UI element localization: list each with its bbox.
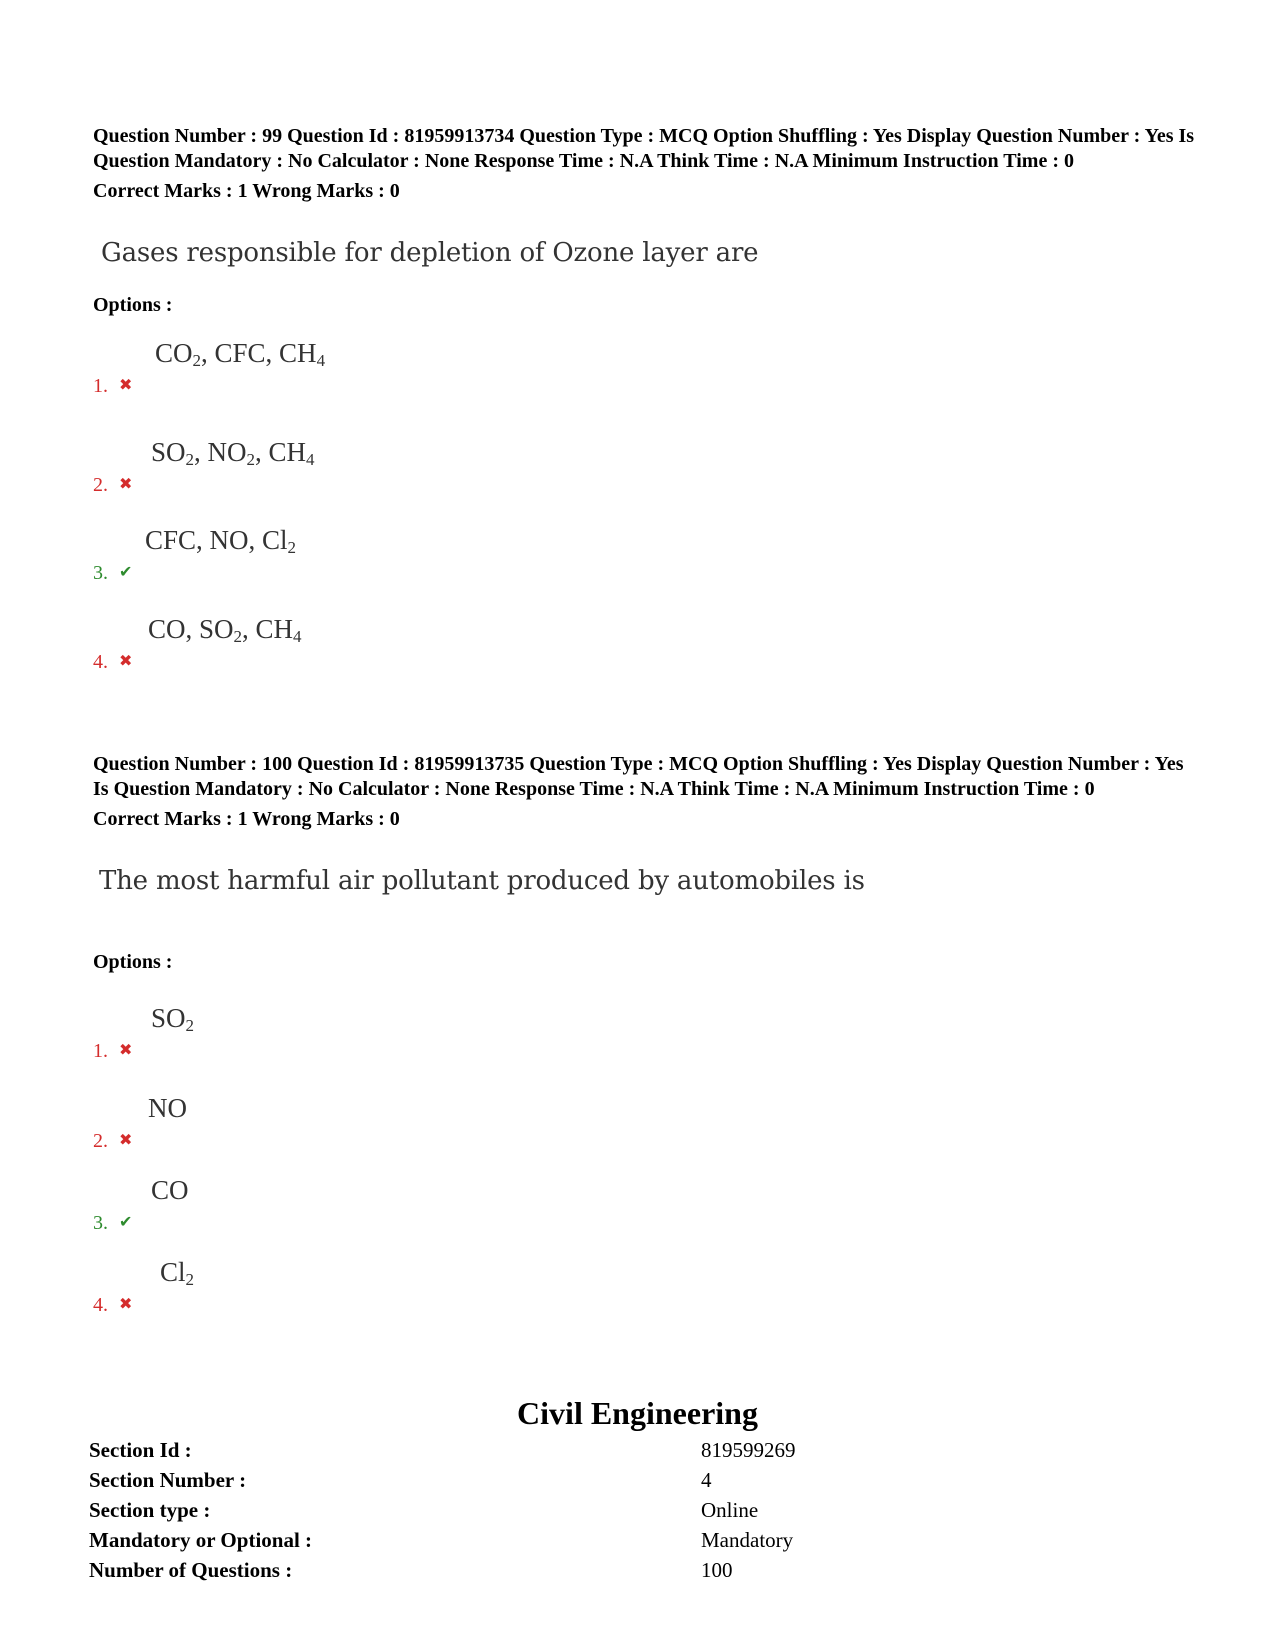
cross-icon: ✖ — [119, 1042, 133, 1059]
option-value: $Cl_2$ — [160, 1257, 195, 1289]
option-number: 3. — [93, 562, 108, 584]
option-4 — [93, 614, 593, 674]
check-icon: ✔ — [119, 1214, 133, 1231]
info-key: Section Number : — [89, 1468, 247, 1492]
option-number: 3. — [93, 1212, 108, 1234]
option-value: $SO_2$ — [151, 1003, 195, 1035]
question-text: Gases responsible for depletion of Ozone layer are — [101, 238, 759, 268]
option-value: CO — [151, 1175, 189, 1205]
cross-icon: ✖ — [119, 377, 133, 394]
option-number: 2. — [93, 1130, 108, 1152]
info-value: 4 — [701, 1468, 712, 1492]
info-value: 100 — [701, 1558, 733, 1582]
section-number-row — [89, 1468, 1189, 1498]
option-number: 1. — [93, 1040, 108, 1062]
question-99-text-wrap — [93, 238, 1203, 268]
section-title: Civil Engineering — [517, 1395, 758, 1431]
info-key: Section type : — [89, 1498, 211, 1522]
option-3 — [93, 1175, 593, 1235]
info-key: Section Id : — [89, 1438, 192, 1462]
option-4 — [93, 1257, 593, 1317]
cross-icon: ✖ — [119, 1132, 133, 1149]
option-number: 2. — [93, 474, 108, 496]
options-header — [93, 294, 1203, 317]
cross-icon: ✖ — [119, 1296, 133, 1313]
cross-icon: ✖ — [119, 653, 133, 670]
number-of-questions-row — [89, 1558, 1189, 1588]
option-number: 4. — [93, 1294, 108, 1316]
question-meta: Question Number : 100 Question Id : 81959913735 Question Type : MCQ Option Shuffling : Yes Display Question Number : Yes Is Question Mandatory : No Calculator : None Response Time : N.A Think Time : N.A Minimum Instruction Time : 0 — [93, 753, 1184, 800]
info-key: Mandatory or Optional : — [89, 1528, 313, 1552]
info-value: Online — [701, 1498, 759, 1522]
option-1 — [93, 338, 593, 398]
option-value: CO, $SO_2$, $CH_4$ — [148, 614, 302, 646]
section-id-row — [89, 1438, 1189, 1468]
option-3 — [93, 525, 593, 585]
info-value: Mandatory — [701, 1528, 794, 1552]
option-1 — [93, 1003, 593, 1063]
question-99-header — [93, 124, 1203, 203]
option-2 — [93, 1093, 593, 1153]
check-icon: ✔ — [119, 564, 133, 581]
question-marks: Correct Marks : 1 Wrong Marks : 0 — [93, 180, 400, 202]
option-value: $SO_2$, $NO_2$, $CH_4$ — [151, 437, 315, 469]
option-number: 4. — [93, 651, 108, 673]
options-header — [93, 951, 1203, 974]
option-value: $CO_2$, CFC, $CH_4$ — [155, 338, 326, 370]
question-100-header — [93, 752, 1203, 831]
question-meta: Question Number : 99 Question Id : 81959913734 Question Type : MCQ Option Shuffling : Yes Display Question Number : Yes Is Question Mandatory : No Calculator : None Response Time : N.A Think Time : N.A Minimum Instruction Time : 0 — [93, 125, 1195, 172]
cross-icon: ✖ — [119, 476, 133, 493]
option-2 — [93, 437, 593, 497]
options-label: Options : — [93, 294, 173, 316]
mandatory-row — [89, 1528, 1189, 1558]
option-value: NO — [148, 1093, 187, 1123]
option-value: CFC, NO, $Cl_2$ — [145, 525, 297, 557]
options-label: Options : — [93, 951, 173, 973]
question-100-text-wrap — [93, 866, 1203, 896]
option-number: 1. — [93, 375, 108, 397]
info-key: Number of Questions : — [89, 1558, 293, 1582]
section-type-row — [89, 1498, 1189, 1528]
info-value: 819599269 — [701, 1438, 796, 1462]
question-marks: Correct Marks : 1 Wrong Marks : 0 — [93, 808, 400, 830]
question-text: The most harmful air pollutant produced by automobiles is — [99, 866, 865, 896]
